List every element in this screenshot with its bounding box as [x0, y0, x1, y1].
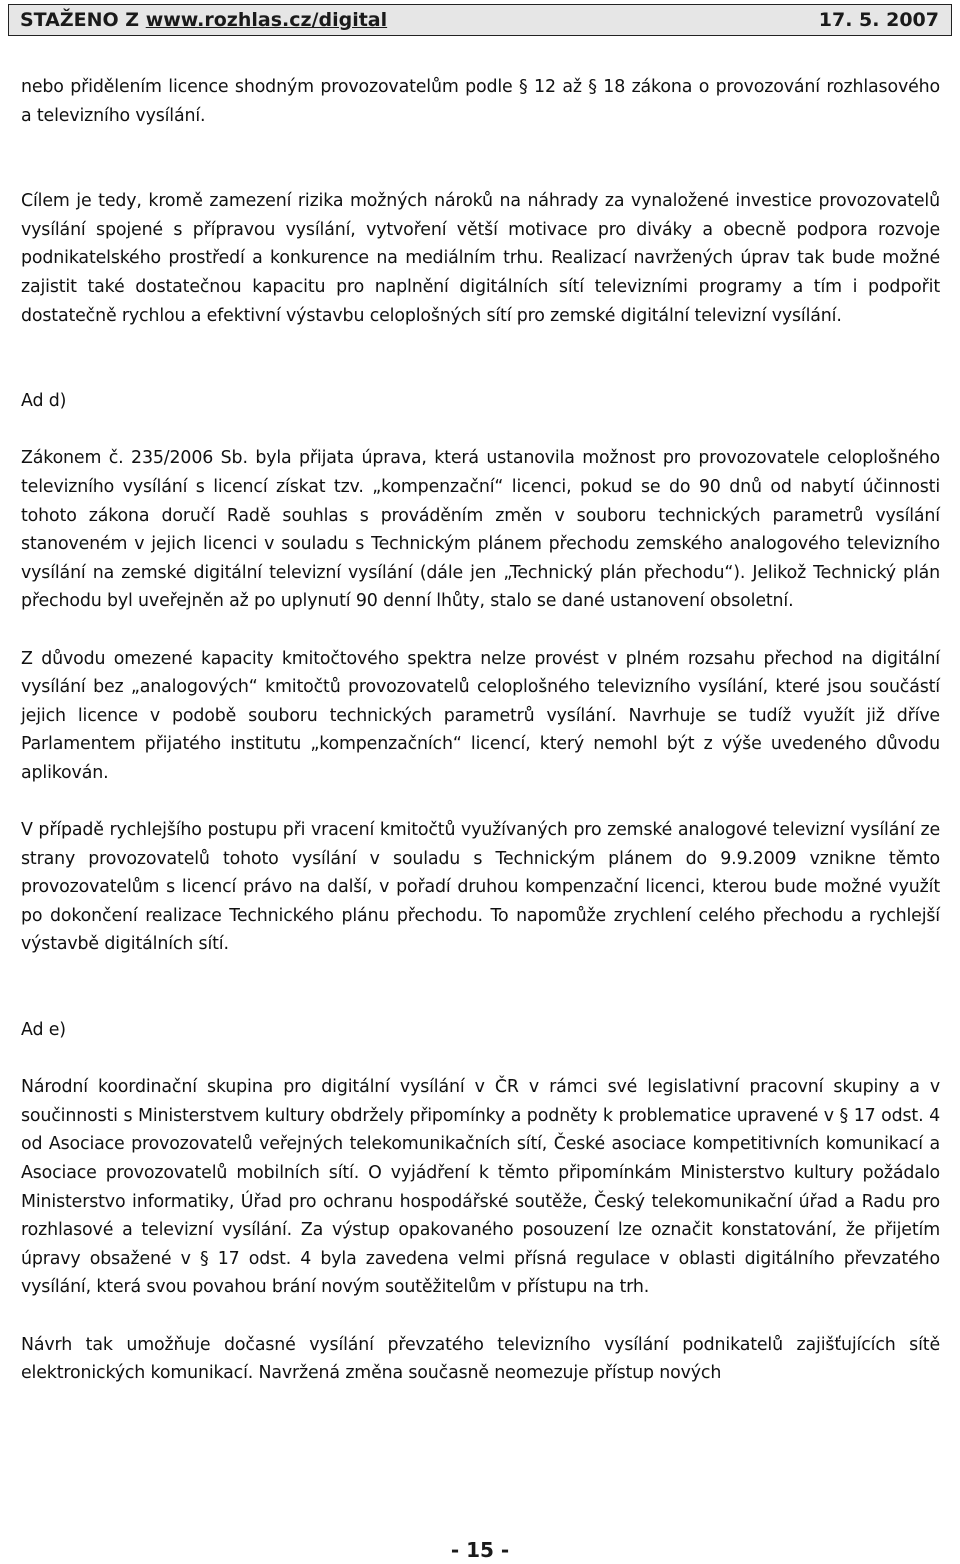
header-source [20, 9, 387, 31]
document-body [21, 73, 940, 1388]
header-prefix: STAŽENO Z [20, 9, 146, 31]
paragraph-4: Z důvodu omezené kapacity kmitočtového spektra nelze provést v plném rozsahu přechod na digitální vysílání bez „analogových“ kmitočtů provozovatelů celoplošného televizního vysílání, které jsou součástí jejich licence v podobě souboru technických parametrů vysílání. Navrhuje se tudíž využít již dříve Parlamentem přijatého institutu „kompenzačních“ licencí, který nemohl být z výše uvedeného důvodu aplikován. [21, 648, 940, 783]
header-date: 17. 5. 2007 [818, 9, 939, 31]
paragraph-1: nebo přidělením licence shodným provozovatelům podle § 12 až § 18 zákona o provozování rozhlasového a televizního vysílání. [21, 77, 940, 126]
page-number: - 15 - [450, 1538, 510, 1562]
paragraph-6: Národní koordinační skupina pro digitální vysílání v ČR v rámci své legislativní pracovní skupiny a v součinnosti s Ministerstvem kultury obdržely připomínky a podněty k problematice upravené v § 17 odst. 4 od Asociace provozovatelů veřejných telekomunikačních sítí, České asociace kompetitivních komunikací a Asociace provozovatelů mobilních sítí. O vyjádření k těmto připomínkám Ministerstvo kultury požádalo Ministerstvo informatiky, Úřad pro ochranu hospodářské soutěže, Český telekomunikační úřad a Radu pro rozhlasové a televizní vysílání. Za výstup opakovaného posouzení lze označit konstatování, že přijetím úpravy obsažené v § 17 odst. 4 byla zavedena velmi přísná regulace v oblasti digitálního převzatého vysílání, která svou povahou brání novým soutěžitelům v přístupu na trh. [21, 1077, 940, 1298]
heading-ad-d: Ad d) [21, 391, 67, 412]
header-site-link[interactable]: www.rozhlas.cz/digital [145, 9, 388, 31]
paragraph-7: Návrh tak umožňuje dočasné vysílání převzatého televizního vysílání podnikatelů zajišťujících sítě elektronických komunikací. Navržená změna současně neomezuje přístup nových [21, 1334, 940, 1384]
paragraph-3: Zákonem č. 235/2006 Sb. byla přijata úprava, která ustanovila možnost pro provozovatele celoplošného televizního vysílání s licencí získat tzv. „kompenzační“ licenci, pokud se do 90 dnů od nabytí účinnosti tohoto zákona doručí Radě souhlas s prováděním změn v souboru technických parametrů vysílání stanoveném v jejich licenci v souladu s Technickým plánem přechodu zemského analogového televizního vysílání na zemské digitální televizní vysílání (dále jen „Technický plán přechodu“). Jelikož Technický plán přechodu byl uveřejněn až po uplynutí 90 denní lhůty, stalo se dané ustanovení obsoletní. [21, 448, 940, 612]
paragraph-5: V případě rychlejšího postupu při vracení kmitočtů využívaných pro zemské analogové televizní vysílání ze strany provozovatelů tohoto vysílání v souladu s Technickým plánem do 9.9.2009 vznikne těmto provozovatelům s licencí právo na další, v pořadí druhou kompenzační licenci, kterou bude možné využít po dokončení realizace Technického plánu přechodu. To napomůže zrychlení celého přechodu a rychlejší výstavbě digitálních sítí. [21, 820, 940, 955]
paragraph-2: Cílem je tedy, kromě zamezení rizika možných nároků na náhrady za vynaložené investice provozovatelů vysílání spojené s přípravou vysílání, vytvoření větší motivace pro diváky a obecně podpora rozvoje podnikatelského prostředí a konkurence na mediálním trhu. Realizací navržených úprav tak bude možné zajistit také dostatečnou kapacitu pro naplnění digitálních sítí televizními programy a tím i podpořit dostatečně rychlou a efektivní výstavbu celoplošných sítí pro zemské digitální televizní vysílání. [21, 191, 940, 326]
document-header [8, 4, 952, 36]
heading-ad-e: Ad e) [21, 1020, 66, 1041]
